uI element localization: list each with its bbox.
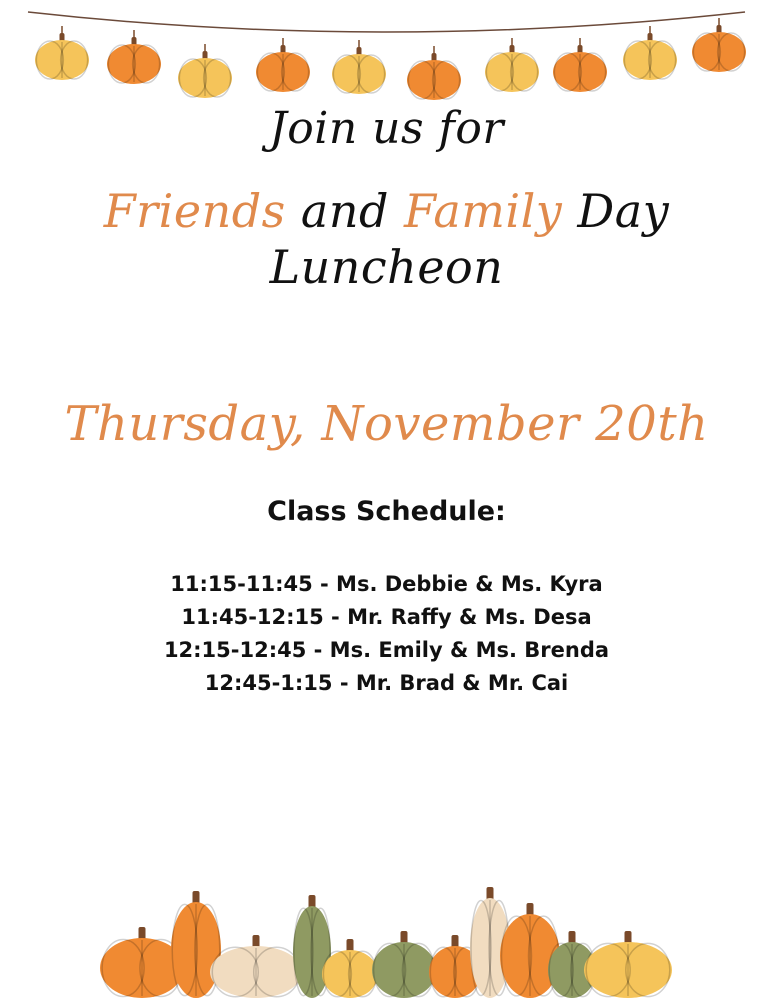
pumpkin-icon <box>553 45 607 92</box>
invite-line-event-name <box>0 184 773 238</box>
invite-line-luncheon: Luncheon <box>269 240 504 294</box>
pumpkin-icon <box>623 33 677 80</box>
schedule-item: 12:45-1:15 - Mr. Brad & Mr. Cai <box>204 671 569 695</box>
pumpkin-icon <box>256 45 310 92</box>
invite-line-join: Join us for <box>269 103 504 154</box>
pumpkin-cluster-icon <box>0 860 773 1000</box>
schedule-item: 11:45-12:15 - Mr. Raffy & Ms. Desa <box>181 605 592 629</box>
pumpkin-icon <box>107 37 161 84</box>
pumpkin-icon <box>35 33 89 80</box>
event-date: Thursday, November 20th <box>64 396 709 452</box>
pumpkin-icon <box>692 25 746 72</box>
pumpkin-icon <box>372 931 436 998</box>
word-family: Family <box>404 184 563 238</box>
word-day: Day <box>577 184 670 238</box>
schedule-item: 11:15-11:45 - Ms. Debbie & Ms. Kyra <box>170 572 603 596</box>
pumpkin-icon <box>332 47 386 94</box>
schedule-item: 12:15-12:45 - Ms. Emily & Ms. Brenda <box>163 638 610 662</box>
schedule-heading: Class Schedule: <box>267 496 506 527</box>
pumpkin-icon <box>178 51 232 98</box>
pumpkin-garland-icon <box>0 0 773 110</box>
schedule-list <box>0 568 773 700</box>
pumpkin-icon <box>584 931 672 998</box>
word-friends: Friends <box>103 184 286 238</box>
pumpkin-icon <box>485 45 539 92</box>
pumpkin-icon <box>100 927 184 998</box>
pumpkin-icon <box>210 935 302 998</box>
word-and: and <box>300 184 389 238</box>
pumpkin-icon <box>407 53 461 100</box>
